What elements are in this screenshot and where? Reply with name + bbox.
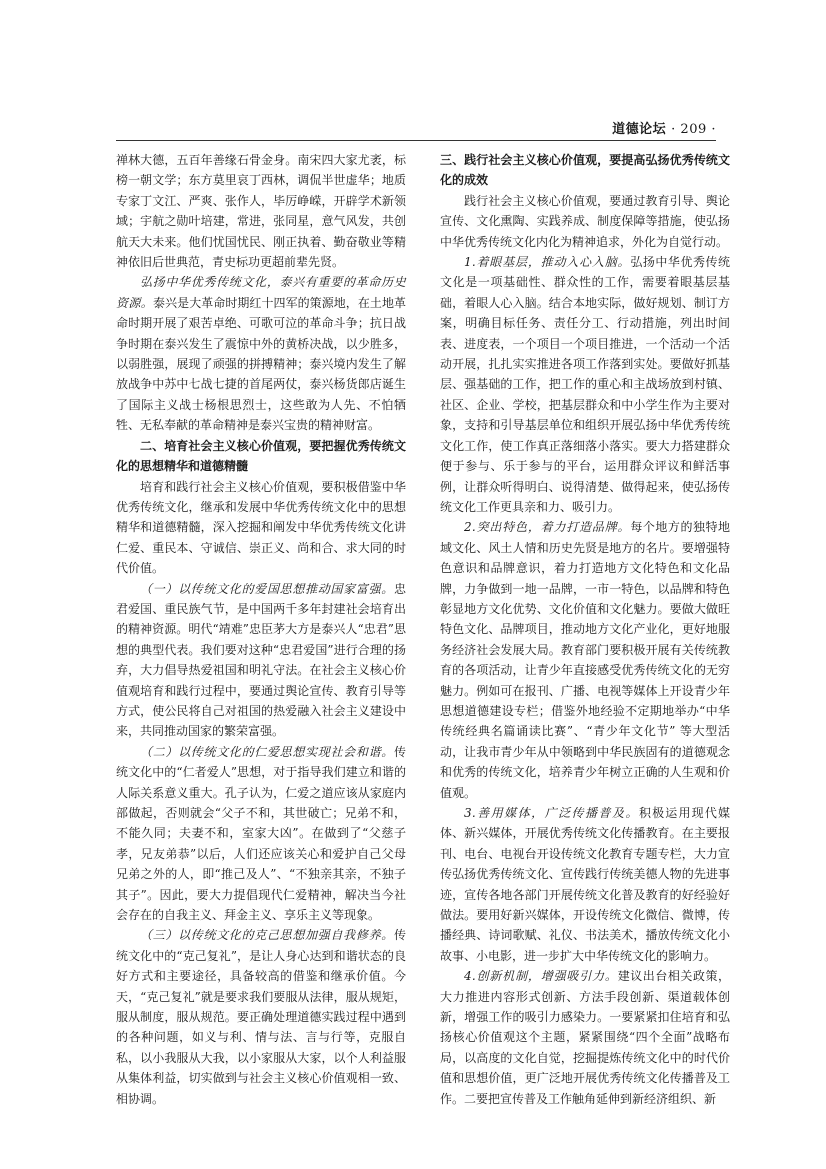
paragraph: 培育和践行社会主义核心价值观，要积极借鉴中华优秀传统文化，继承和发展中华优秀传统文化中的思想精华和道德精髓，深入挖掘和阐发中华优秀传统文化讲仁爱、重民本、守诚信、崇正义、尚和合、求大同的时代价值。 (116, 479, 406, 576)
paragraph-lead: 3.善用媒体，广泛传播普及。 (464, 806, 639, 820)
running-header (116, 118, 716, 140)
paragraph-lead: （三）以传统文化的克己思想加强自我修养。 (140, 928, 394, 943)
page-number: · 209 · (671, 122, 716, 137)
paragraph-body: 每个地方的独特地域文化、风土人情和历史先贤是地方的名片。要增强特色意识和品牌意识，着力打造地方文化特色和文化品牌，力争做到一地一品牌，一市一特色，以品牌和特色彰显地方文化优势、文化价值和文化魅力。要做大做旺特色文化、品牌项目，推动地方文化产业化，更好地服务经济社会发展大局。教育部门要积极开展有关传统教育的各项活动，让青少年直接感受优秀传统文化的无穷魅力。例如可在报刊、广播、电视等媒体上开设青少年思想道德建设专栏；借鉴外地经验不定期地举办“中华传统经典名篇诵读比赛”、“青少年文化节” 等大型活动，让我市青少年从中领略到中华民族固有的道德观念和优秀的传统文化，培养青少年树立正确的人生观和价值观。 (440, 520, 730, 800)
paragraph (116, 742, 406, 926)
paragraph-body: 泰兴是大革命时期红十四军的策源地，在土地革命时期开展了艰苦卓绝、可歌可泣的革命斗争；抗日战争时期在泰兴发生了震惊中外的黄桥决战，以少胜多，以弱胜强，展现了顽强的拼搏精神；泰兴境内发生了解放战争中苏中七战七捷的首尾两仗，泰兴杨货郎店诞生了国际主义战士杨根思烈士，这些敢为人先、不怕牺牲、无私奉献的革命精神是泰兴宝贵的精神财富。 (116, 295, 406, 433)
section-heading: 二、培育社会主义核心价值观，要把握优秀传统文化的思想精华和道德精髓 (116, 438, 406, 474)
paragraph (440, 517, 730, 803)
paragraph (116, 272, 406, 435)
left-column (116, 150, 406, 1109)
paragraph-body: 弘扬中华优秀传统文化是一项基础性、群众性的工作，需要着眼基层基础，着眼人心入脑。结合本地实际，做好规划、制订方案，明确目标任务、责任分工、行动措施，列出时间表、进度表，一个项目一个项目推进，一个活动一个活动开展，扎扎实实推进各项工作落到实处。要做好抓基层、强基础的工作，把工作的重心和主战场放到村镇、社区、企业、学校，把基层群众和中小学生作为主要对象，支持和引导基层单位和组织开展弘扬中华优秀传统文化工作，使工作真正落细落小落实。要大力搭建群众便于参与、乐于参与的平台，运用群众评议和鲜活事例，让群众听得明白、说得清楚、做得起来，使弘扬传统文化工作更具亲和力、吸引力。 (440, 255, 730, 514)
right-column (440, 150, 730, 1109)
paragraph: 践行社会主义核心价值观，要通过教育引导、舆论宣传、文化熏陶、实践养成、制度保障等措施，使弘扬中华优秀传统文化内化为精神追求，外化为自觉行动。 (440, 193, 730, 249)
journal-name: 道德论坛 (612, 122, 667, 137)
paragraph-body: 传统文化中的“克己复礼”，是让人身心达到和谐状态的良好方式和主要途径，具备较高的借鉴和继承价值。今天，“克己复礼”就是要求我们要服从法律，服从规矩，服从制度，服从规范。要正确处理道德实践过程中遇到的各种问题，如义与利、情与法、言与行等，克服自私，以小我服从大我，以小家服从大家，以个人利益服从集体利益，切实做到与社会主义核心价值观相一致、相协调。 (116, 928, 406, 1106)
paragraph (440, 252, 730, 517)
paragraph-lead: 1.着眼基层，推动入心入脑。 (464, 255, 631, 270)
paragraph-body: 传统文化中的“仁者爱人”思想，对于指导我们建立和谐的人际关系意义重大。孔子认为，仁爱之道应该从家庭内部做起，否则就会“父子不和，其世破亡；兄弟不和，不能久同；夫妻不和，室家大凶”。在做到了“父慈子孝，兄友弟恭”以后，人们还应该关心和爱护自己父母兄弟之外的人，即“推己及人”、“不独亲其亲，不独子其子”。因此，要大力提倡现代仁爱精神，解决当今社会存在的自我主义、拜金主义、享乐主义等现象。 (116, 744, 406, 923)
paragraph (440, 803, 730, 966)
paragraph-body: 建议出台相关政策，大力推进内容形式创新、方法手段创新、渠道载体创新，增强工作的吸引力感染力。一要紧紧扣住培育和弘扬核心价值观这个主题，紧紧围绕“四个全面”战略布局，以高度的文化自觉，挖掘提炼传统文化中的时代价值和思想价值，更广泛地开展优秀传统文化传播普及工作。二要把宣传普及工作触角延伸到新经济组织、新 (440, 969, 730, 1106)
paragraph: 禅林大德，五百年善缘石骨金身。南宋四大家尤袤，标榜一朝文学；东方莫里哀丁西林，调侃半世虚华；地质专家丁文江、严爽、张作人，毕厉峥嵘，开辟学术新领域；宇航之勋叶培建，常进，张同星，意气风发，共创航天大未来。他们忧国忧民、刚正执着、勤奋敬业等精神依旧后世典范，青史标功更超前辈先贤。 (116, 153, 406, 270)
paragraph-body: 忠君爱国、重民族气节，是中国两千多年封建社会培育出的精神资源。明代“靖难”忠臣茅大方是泰兴人“忠君”思想的典型代表。我们要对这种“忠君爱国”进行合理的扬弃，大力倡导热爱祖国和明礼守法。在社会主义核心价值观培育和践行过程中，要通过舆论宣传、教育引导等方式，使公民将自己对祖国的热爱融入社会主义建设中来，共同推动国家的繁荣富强。 (116, 581, 406, 739)
section-heading: 三、践行社会主义核心价值观，要提高弘扬优秀传统文化的成效 (440, 153, 730, 188)
paragraph (116, 579, 406, 742)
paragraph-lead: （二）以传统文化的仁爱思想实现社会和谐。 (140, 744, 394, 759)
paragraph-lead: 弘扬中华优秀传统文化，泰兴有重要的革命历史资源。 (116, 275, 406, 310)
header-rule (116, 140, 716, 141)
paragraph (440, 966, 730, 1109)
paragraph-lead: （一）以传统文化的爱国思想推动国家富强。 (140, 581, 394, 596)
paragraph-body: 积极运用现代媒体、新兴媒体，开展优秀传统文化传播教育。在主要报刊、电台、电视台开设传统文化教育专题专栏，大力宣传弘扬优秀传统文化、宣传践行传统美德人物的先进事迹，宣传各地各部门开展传统文化普及教育的好经验好做法。要用好新兴媒体，开设传统文化微信、微博，传播经典、诗词歌赋、礼仪、书法美术，播放传统文化小故事、小电影，进一步扩大中华传统文化的影响力。 (440, 806, 730, 963)
paragraph-lead: 4.创新机制，增强吸引力。 (464, 969, 618, 984)
journal-header (612, 118, 716, 137)
paragraph-lead: 2.突出特色，着力打造品牌。 (464, 520, 631, 535)
paragraph (116, 925, 406, 1109)
